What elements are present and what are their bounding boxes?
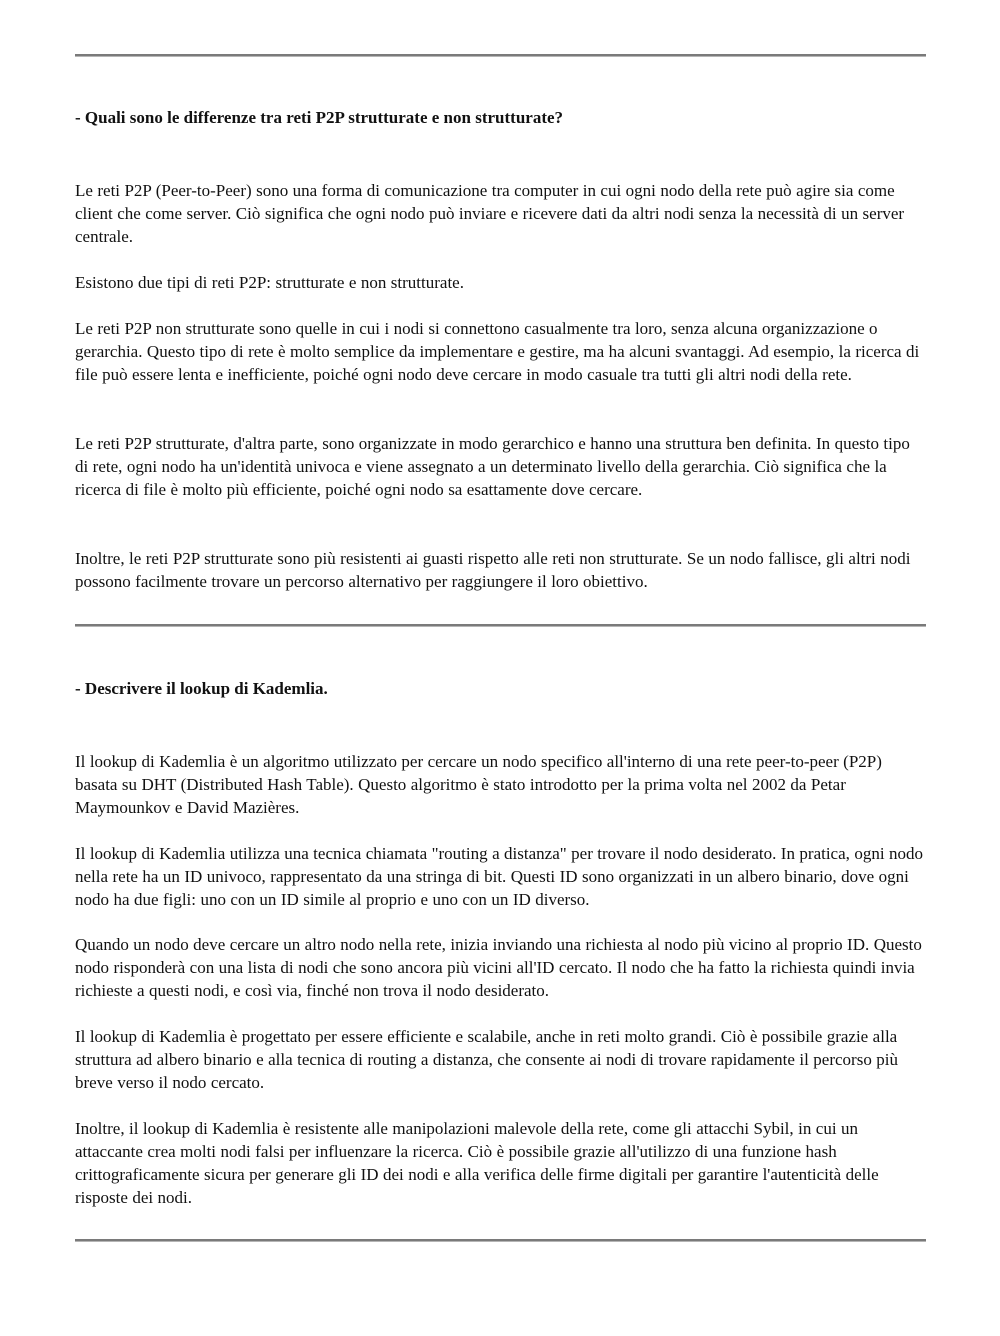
question-heading: - Descrivere il lookup di Kademlia. <box>75 679 328 698</box>
section-divider <box>75 624 926 627</box>
answer-paragraph <box>75 842 926 911</box>
top-divider <box>75 54 926 57</box>
answer-paragraph-text: Il lookup di Kademlia è un algoritmo utilizzato per cercare un nodo specifico all'interno di una rete peer-to-peer (P2P) basata su DHT (Distributed Hash Table). Questo algoritmo è stato introdotto per la prima volta nel 2002 da Petar Maymounkov e David Mazières. <box>75 752 882 817</box>
qa-section-p2p <box>75 106 926 129</box>
answer-paragraph-text: Inoltre, il lookup di Kademlia è resistente alle manipolazioni malevole della rete, come gli attacchi Sybil, in cui un attaccante crea molti nodi falsi per influenzare la ricerca. Ciò è possibile grazie all'utilizzo di una funzione hash crittograficamente sicura per generare gli ID dei nodi e alla verifica delle firme digitali per garantire l'autenticità delle risposte dei nodi. <box>75 1119 879 1207</box>
bottom-divider <box>75 1239 926 1242</box>
answer-paragraph-text: Le reti P2P non strutturate sono quelle in cui i nodi si connettono casualmente tra loro, senza alcuna organizzazione o gerarchia. Questo tipo di rete è molto semplice da implementare e gestire, ma ha alcuni svantaggi. Ad esempio, la ricerca di file può essere lenta e inefficiente, poiché ogni nodo deve cercare in modo casuale tra tutti gli altri nodi della rete. <box>75 319 920 384</box>
answer-paragraph <box>75 271 926 294</box>
answer-paragraph-text: Quando un nodo deve cercare un altro nodo nella rete, inizia inviando una richiesta al nodo più vicino al proprio ID. Questo nodo risponderà con una lista di nodi che sono ancora più vicini all'ID cercato. Il nodo che ha fatto la richiesta quindi invia richieste a questi nodi, e così via, finché non trova il nodo desiderato. <box>75 935 922 1000</box>
answer-paragraph-text: Il lookup di Kademlia utilizza una tecnica chiamata "routing a distanza" per trovare il nodo desiderato. In pratica, ogni nodo nella rete ha un ID univoco, rappresentato da una stringa di bit. Questi ID sono organizzati in un albero binario, dove ogni nodo ha due figli: uno con un ID simile al proprio e uno con un ID diverso. <box>75 844 924 909</box>
answer-paragraph <box>75 179 926 248</box>
answer-paragraph <box>75 1025 926 1094</box>
answer-paragraph-text: Il lookup di Kademlia è progettato per essere efficiente e scalabile, anche in reti molto grandi. Ciò è possibile grazie alla struttura ad albero binario e alla tecnica di routing a distanza, che consente ai nodi di trovare rapidamente il percorso più breve verso il nodo cercato. <box>75 1027 898 1092</box>
answer-paragraph-text: Le reti P2P (Peer-to-Peer) sono una forma di comunicazione tra computer in cui ogni nodo della rete può agire sia come client che come server. Ciò significa che ogni nodo può inviare e ricevere dati da altri nodi senza la necessità di un server centrale. <box>75 181 905 246</box>
answer-paragraph-text: Esistono due tipi di reti P2P: strutturate e non strutturate. <box>75 273 464 292</box>
answer-paragraph <box>75 750 926 819</box>
answer-paragraph <box>75 1117 926 1209</box>
qa-section-kademlia <box>75 677 926 700</box>
answer-paragraph <box>75 317 926 386</box>
answer-paragraph-text: Inoltre, le reti P2P strutturate sono più resistenti ai guasti rispetto alle reti non strutturate. Se un nodo fallisce, gli altri nodi possono facilmente trovare un percorso alternativo per raggiungere il loro obiettivo. <box>75 549 911 591</box>
answer-paragraph <box>75 933 926 1002</box>
answer-paragraph-text: Le reti P2P strutturate, d'altra parte, sono organizzate in modo gerarchico e hanno una struttura ben definita. In questo tipo di rete, ogni nodo ha un'identità univoca e viene assegnato a un determinato livello della gerarchia. Ciò significa che la ricerca di file è molto più efficiente, poiché ogni nodo sa esattamente dove cercare. <box>75 434 910 499</box>
question-heading: - Quali sono le differenze tra reti P2P strutturate e non strutturate? <box>75 108 564 127</box>
answer-paragraph <box>75 547 926 593</box>
answer-paragraph <box>75 432 926 501</box>
